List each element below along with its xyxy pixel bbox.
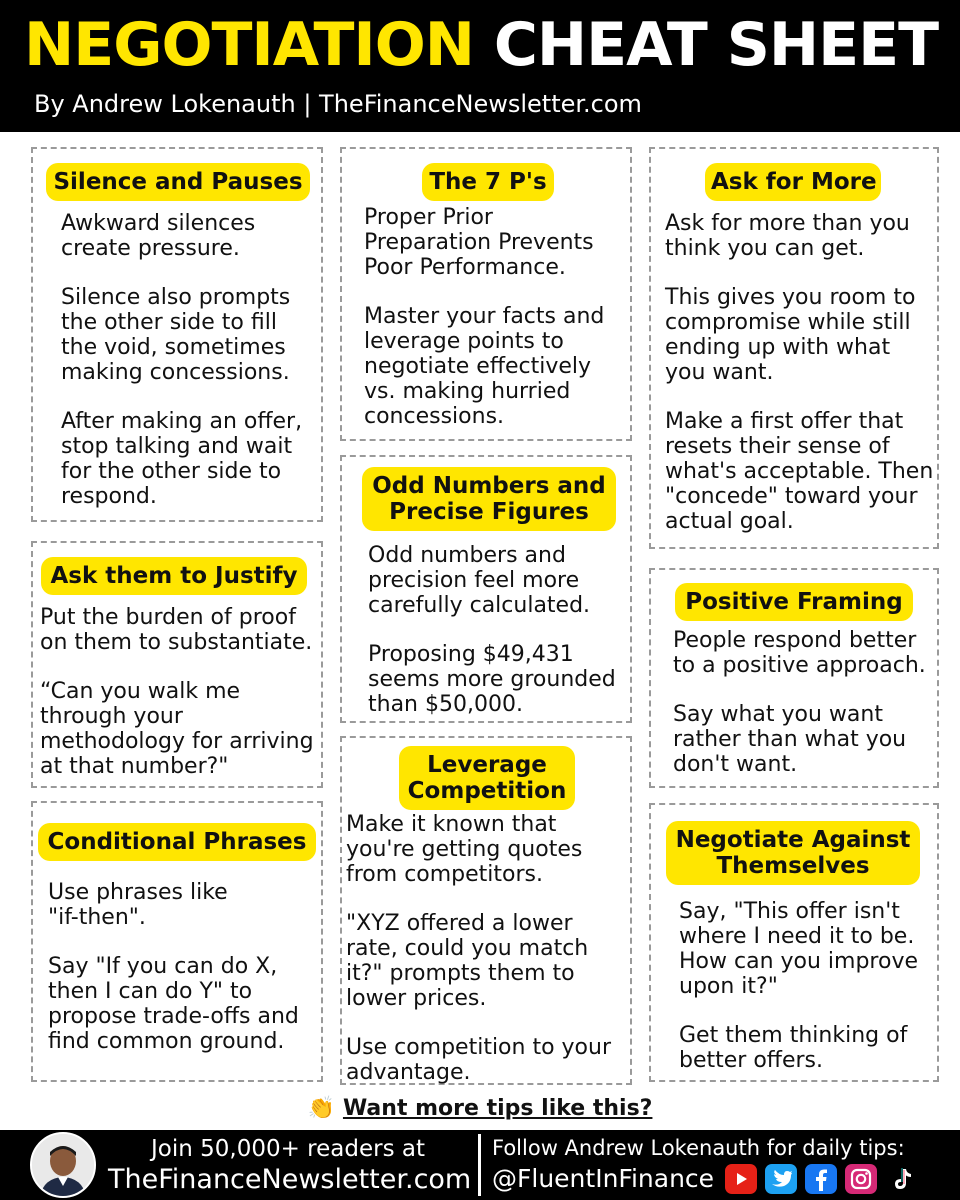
card-paragraph: Use competition to your advantage. — [346, 1035, 611, 1085]
card-paragraph: Say, "This offer isn't where I need it to be. How can you improve upon it?" — [679, 899, 919, 999]
clapping-hands-icon: 👏 — [307, 1096, 335, 1121]
card-odd-numbers — [340, 455, 632, 723]
cta-link-row[interactable] — [0, 1094, 960, 1124]
card-body — [40, 605, 322, 779]
card-title-line: Precise Figures — [389, 499, 589, 525]
card-paragraph: Say "If you can do X, then I can do Y" to propose trade-offs and find common ground. — [48, 954, 299, 1054]
card-paragraph: Get them thinking of better offers. — [679, 1023, 908, 1073]
card-ask-them-to-justify — [31, 541, 323, 788]
newsletter-link[interactable]: TheFinanceNewsletter.com — [108, 1164, 472, 1195]
card-positive-framing — [649, 568, 939, 788]
card-title — [399, 746, 575, 810]
card-paragraph: Say what you want rather than what you don't want. — [673, 702, 907, 777]
card-paragraph: Use phrases like "if-then". — [48, 880, 228, 930]
cta-link[interactable]: Want more tips like this? — [342, 1096, 653, 1121]
card-paragraph: Ask for more than you think you can get. — [665, 211, 910, 261]
social-promo — [492, 1134, 921, 1196]
card-body — [368, 543, 624, 717]
card-title: The 7 P's — [422, 163, 554, 201]
card-paragraph: Awkward silences create pressure. — [61, 211, 256, 261]
card-paragraph: "XYZ offered a lower rate, could you match it?" prompts them to lower prices. — [346, 911, 589, 1011]
social-handle[interactable]: @FluentInFinance — [492, 1164, 715, 1193]
youtube-icon[interactable] — [725, 1164, 757, 1194]
tiktok-icon[interactable] — [886, 1164, 918, 1194]
card-conditional-phrases — [31, 801, 323, 1082]
card-paragraph: After making an offer, stop talking and wait for the other side to respond. — [61, 409, 303, 509]
card-paragraph: Put the burden of proof on them to substantiate. — [40, 605, 313, 655]
footer-banner — [0, 1130, 960, 1200]
title-highlight: NEGOTIATION — [24, 10, 474, 80]
footer-divider — [478, 1134, 481, 1196]
author-avatar — [30, 1132, 96, 1198]
card-negotiate-against-themselves — [649, 803, 939, 1082]
card-title-line: Odd Numbers and — [372, 473, 606, 499]
facebook-icon[interactable] — [805, 1164, 837, 1194]
card-title: Positive Framing — [675, 583, 913, 621]
social-icons — [725, 1164, 920, 1194]
join-line: Join 50,000+ readers at — [150, 1136, 425, 1162]
card-title: Conditional Phrases — [38, 823, 316, 861]
card-paragraph: Proper Prior Preparation Prevents Poor Performance. — [364, 205, 594, 280]
title-rest: CHEAT SHEET — [493, 10, 939, 80]
card-title — [666, 821, 920, 885]
card-body — [673, 628, 935, 777]
card-paragraph: Odd numbers and precision feel more carefully calculated. — [368, 543, 591, 618]
card-body — [61, 211, 316, 509]
card-body — [48, 880, 313, 1054]
card-body — [665, 211, 937, 534]
follow-line: Follow Andrew Lokenauth for daily tips: — [492, 1136, 905, 1160]
card-title: Ask them to Justify — [41, 557, 307, 595]
card-title-line: Themselves — [716, 853, 870, 879]
instagram-icon[interactable] — [845, 1164, 877, 1194]
card-the-7-ps — [340, 147, 632, 441]
header-banner — [0, 0, 960, 132]
page-title — [24, 6, 938, 84]
card-leverage-competition — [340, 736, 632, 1085]
card-silence-and-pauses — [31, 147, 323, 522]
card-paragraph: This gives you room to compromise while still ending up with what you want. — [665, 285, 916, 385]
card-body — [346, 812, 630, 1085]
card-paragraph: Proposing $49,431 seems more grounded than $50,000. — [368, 642, 616, 717]
card-body — [679, 899, 931, 1073]
card-paragraph: Silence also prompts the other side to fill the void, sometimes making concessions. — [61, 285, 291, 385]
card-title — [362, 467, 616, 531]
card-paragraph: Make a first offer that resets their sense of what's acceptable. Then "concede" toward your actual goal. — [665, 409, 934, 534]
twitter-icon[interactable] — [765, 1164, 797, 1194]
card-paragraph: Master your facts and leverage points to negotiate effectively vs. making hurried concessions. — [364, 304, 605, 429]
card-title-line: Competition — [407, 778, 567, 804]
card-body — [364, 205, 626, 429]
card-title-line: Leverage — [427, 752, 547, 778]
newsletter-promo — [108, 1134, 472, 1196]
byline: By Andrew Lokenauth | TheFinanceNewsletter.com — [34, 90, 642, 118]
card-paragraph: People respond better to a positive approach. — [673, 628, 926, 678]
card-ask-for-more — [649, 147, 939, 549]
card-title: Silence and Pauses — [46, 163, 310, 201]
card-title: Ask for More — [705, 163, 881, 201]
card-paragraph: “Can you walk me through your methodology for arriving at that number?" — [40, 679, 314, 779]
card-paragraph: Make it known that you're getting quotes from competitors. — [346, 812, 583, 887]
card-title-line: Negotiate Against — [675, 827, 911, 853]
